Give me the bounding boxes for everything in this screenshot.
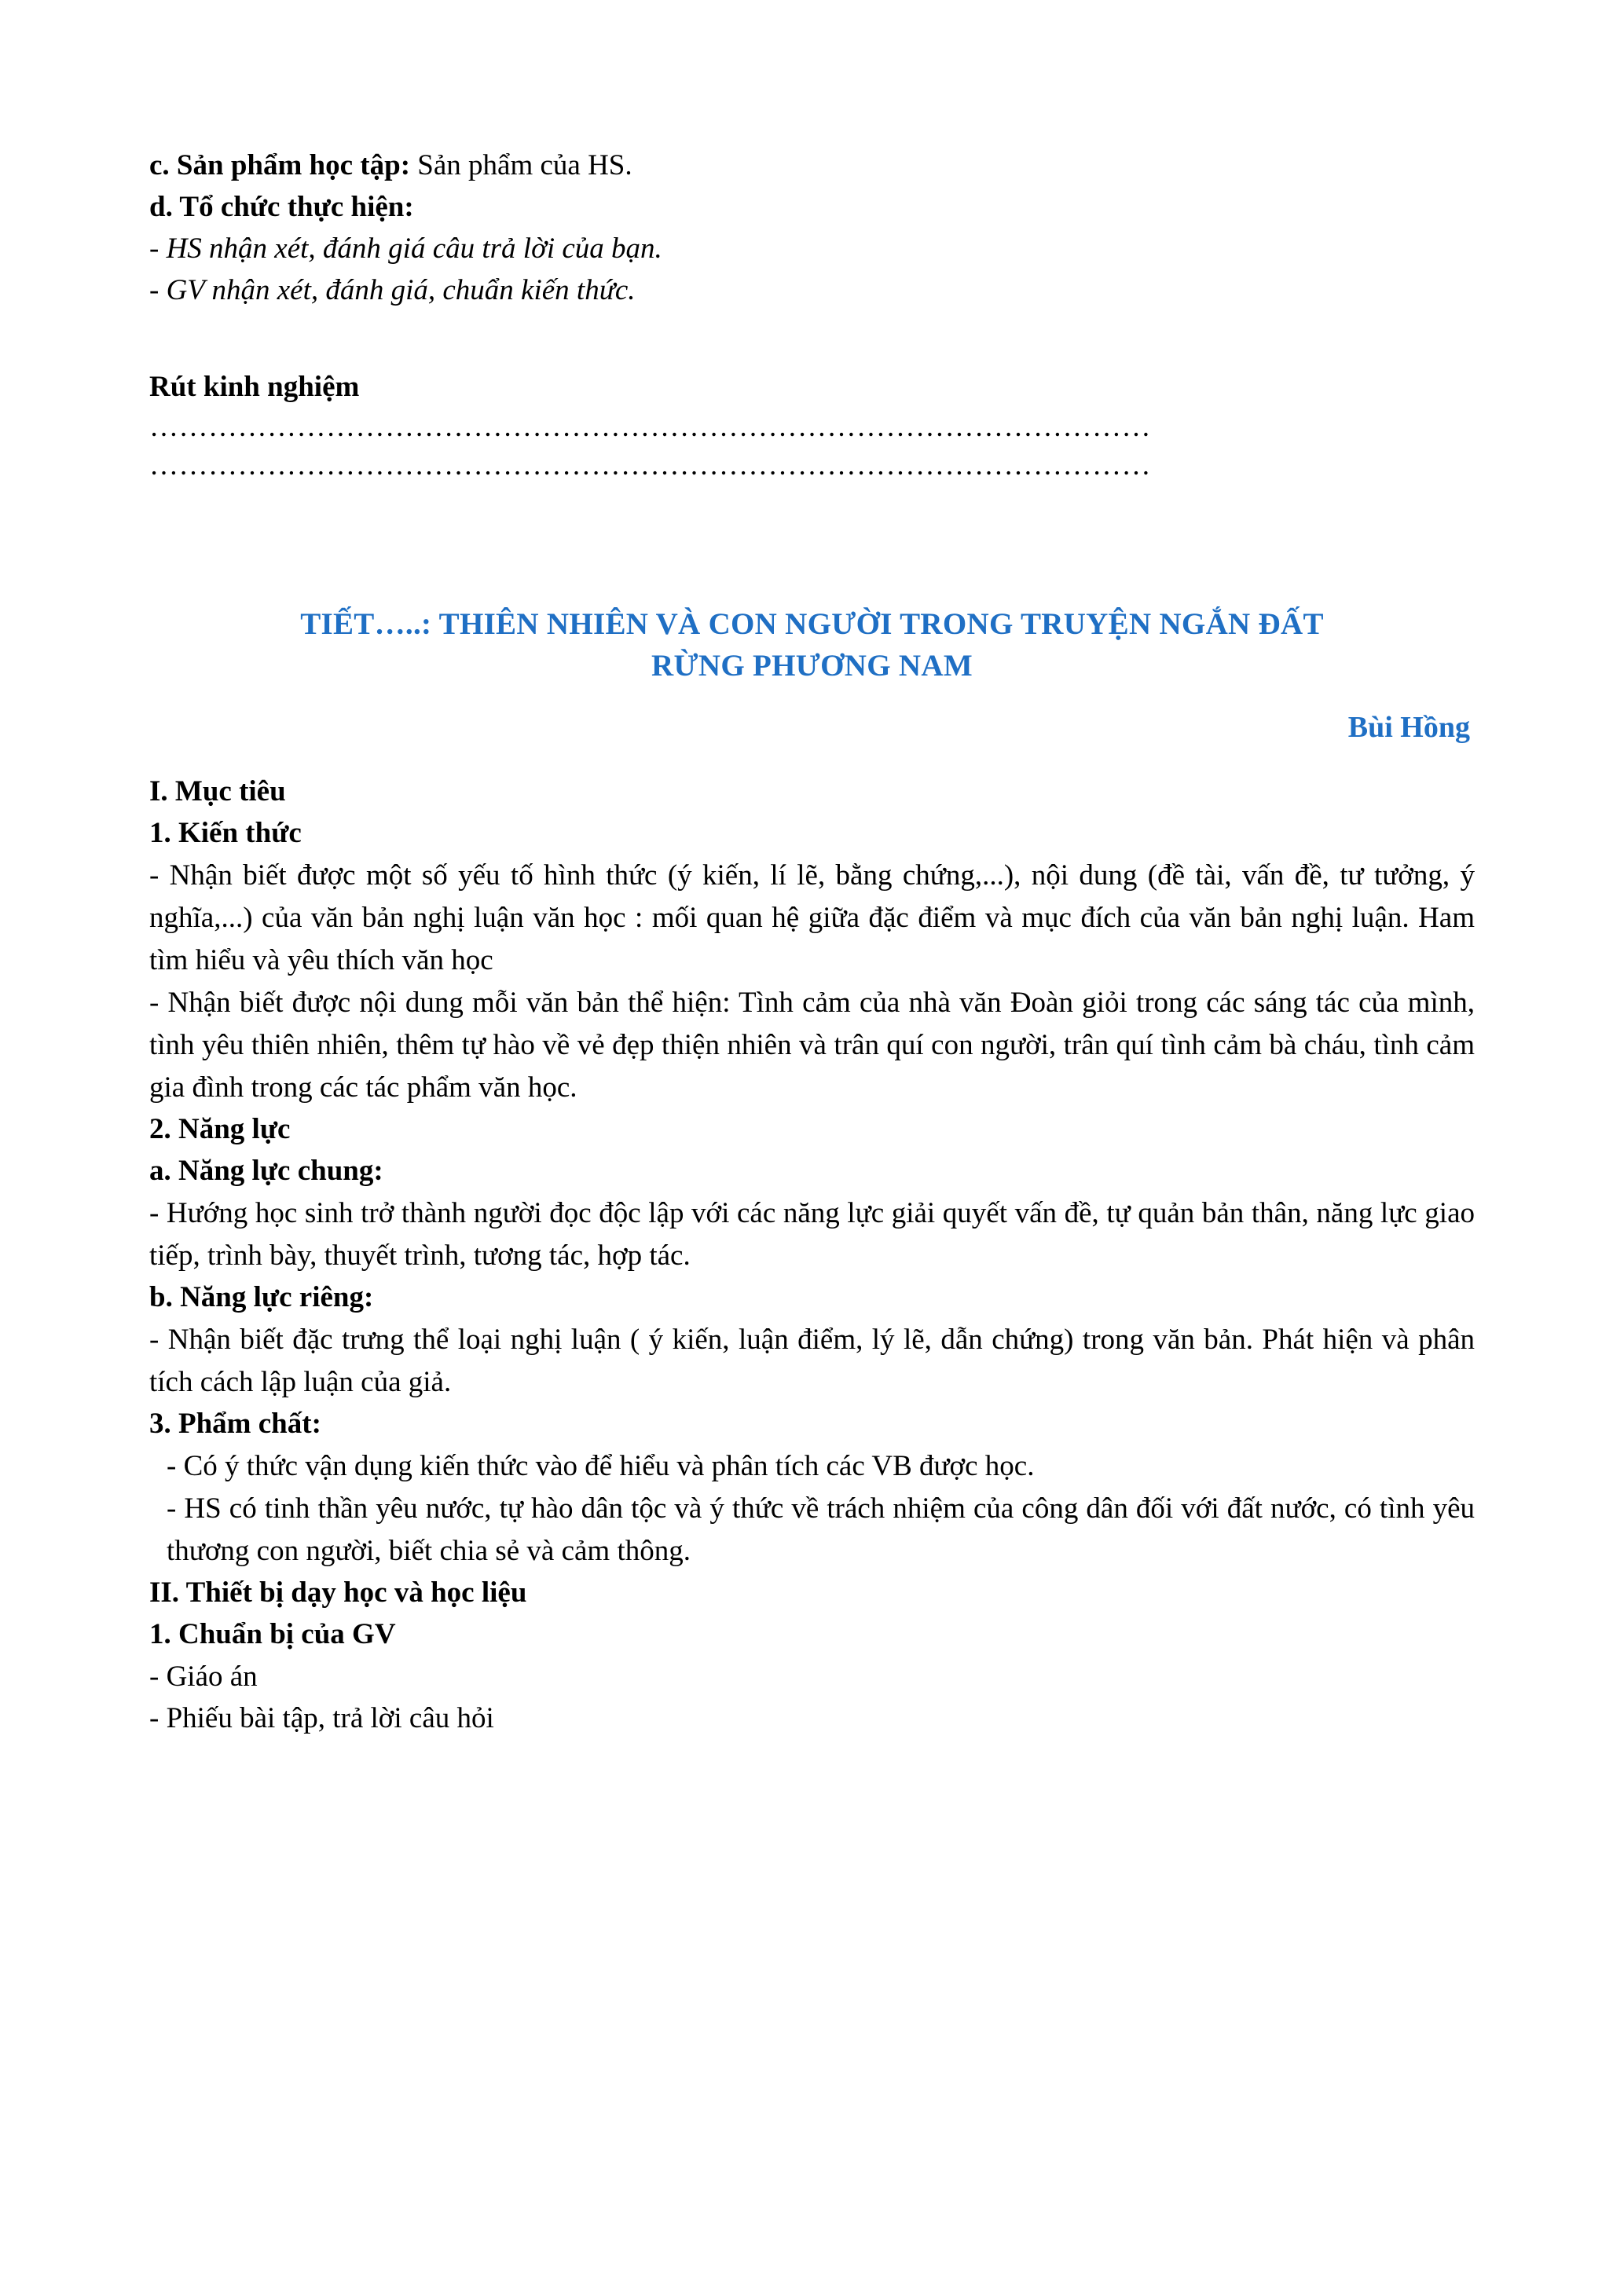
lesson-title-line-2: RỪNG PHƯƠNG NAM <box>651 648 973 683</box>
quality-para-2: - HS có tinh thần yêu nước, tự hào dân tộc và ý thức về trách nhiệm của công dân đối với đất nước, có tình yêu thương con người, biết chia sẻ và cảm thông. <box>167 1492 1475 1568</box>
specific-competence-para: - Nhận biết đặc trưng thể loại nghị luận ( ý kiến, luận điểm, lý lẽ, dẫn chứng) trong văn bản. Phát hiện và phân tích cách lập luận của giả. <box>149 1324 1475 1399</box>
knowledge-para-1: - Nhận biết được một số yếu tố hình thức (ý kiến, lí lẽ, bằng chứng,...), nội dung (đề tài, vấn đề, tư tưởng, ý nghĩa,...) của văn bản nghị luận văn học : mối quan hệ giữa đặc điểm và mục đích của văn bản nghị luận. Ham tìm hiểu và yêu thích văn học <box>149 859 1475 977</box>
lesson-author: Bùi Hồng <box>1347 710 1470 744</box>
experience-heading: Rút kinh nghiệm <box>149 371 360 404</box>
dotted-line-2: ………………………………………………………………………………………… <box>149 449 1151 482</box>
general-competence-para: - Hướng học sinh trở thành người đọc độc lập với các năng lực giải quyết vấn đề, tự quản bản thân, năng lực giao tiếp, trình bày, thuyết trình, tương tác, hợp tác. <box>149 1197 1475 1273</box>
organization-bullet-1: - HS nhận xét, đánh giá câu trả lời của bạn. <box>149 233 662 265</box>
spacer <box>149 485 1475 603</box>
teacher-preparation-heading: 1. Chuẩn bị của GV <box>149 1618 396 1651</box>
competence-heading: 2. Năng lực <box>149 1113 291 1146</box>
organization-bullet-2: - GV nhận xét, đánh giá, chuẩn kiến thức. <box>149 274 636 307</box>
equipment-heading: II. Thiết bị dạy học và học liệu <box>149 1576 527 1609</box>
product-line <box>149 145 1475 185</box>
dotted-line-1: ………………………………………………………………………………………… <box>149 411 1151 444</box>
spacer <box>149 312 1475 367</box>
equipment-item-1: - Giáo án <box>149 1660 258 1693</box>
general-competence-heading: a. Năng lực chung: <box>149 1155 383 1188</box>
knowledge-para-2: - Nhận biết được nội dung mỗi văn bản thể hiện: Tình cảm của nhà văn Đoàn giỏi trong các sáng tác của mình, tình yêu thiên nhiên, thêm tự hào về vẻ đẹp thiện nhiên và trân quí con người, trân quí tình cảm bà cháu, tình cảm gia đình trong các tác phẩm văn học. <box>149 987 1475 1104</box>
knowledge-heading: 1. Kiến thức <box>149 817 302 849</box>
product-label: c. Sản phẩm học tập: <box>149 149 411 181</box>
organization-heading: d. Tổ chức thực hiện: <box>149 191 414 224</box>
lesson-title <box>149 603 1475 687</box>
objectives-heading: I. Mục tiêu <box>149 774 286 807</box>
spacer <box>149 745 1475 771</box>
specific-competence-heading: b. Năng lực riêng: <box>149 1281 374 1314</box>
product-text: Sản phẩm của HS. <box>410 149 632 181</box>
quality-heading: 3. Phẩm chất: <box>149 1408 321 1441</box>
lesson-title-line-1: TIẾT…..: THIÊN NHIÊN VÀ CON NGƯỜI TRONG TRUYỆN NGẮN ĐẤT <box>300 606 1324 641</box>
equipment-item-2: - Phiếu bài tập, trả lời câu hỏi <box>149 1701 494 1734</box>
quality-para-1: - Có ý thức vận dụng kiến thức vào để hiểu và phân tích các VB được học. <box>167 1450 1035 1483</box>
